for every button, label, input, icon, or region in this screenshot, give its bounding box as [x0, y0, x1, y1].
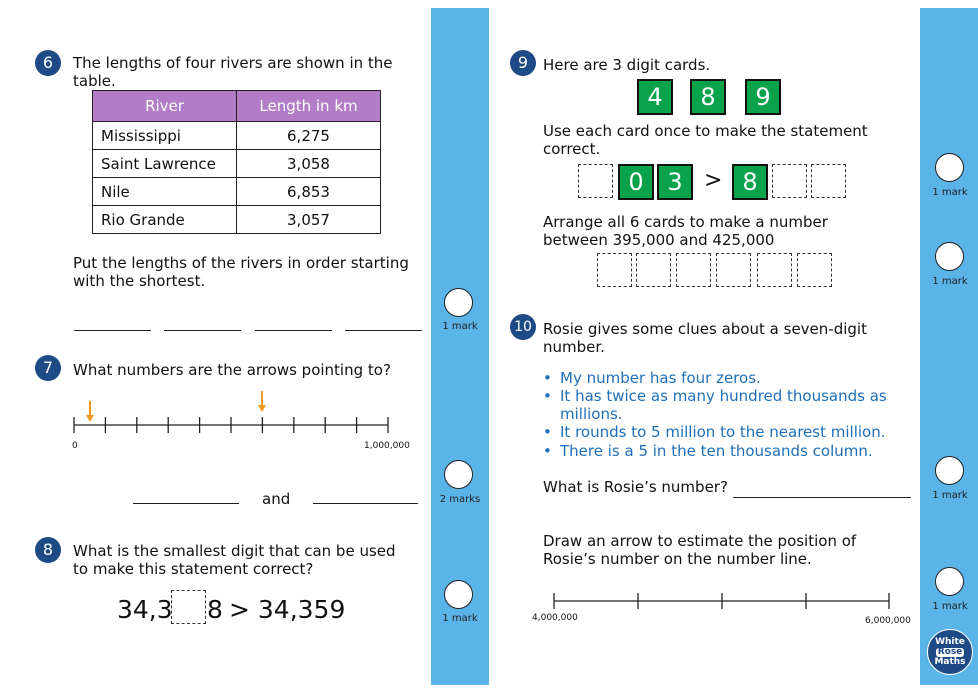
q7-axis-start: 0 — [72, 441, 78, 451]
clue-text: It has twice as many hundred thousands as millions. — [560, 387, 887, 423]
q8-mark-circle[interactable] — [444, 580, 473, 609]
statement-box-empty-3[interactable] — [811, 164, 846, 198]
q10-axis-start: 4,000,000 — [532, 613, 578, 623]
q9a-mark-label: 1 mark — [932, 187, 968, 198]
table-row — [93, 206, 381, 234]
q8-right-part: > 34,359 — [229, 595, 346, 624]
river-length: 6,853 — [237, 178, 381, 206]
q8-left-part-b: 8 — [207, 595, 223, 624]
q10a-mark-circle[interactable] — [935, 456, 964, 485]
arrow-1 — [86, 401, 94, 422]
table-row — [93, 150, 381, 178]
clue-text: It rounds to 5 million to the nearest million. — [560, 423, 886, 441]
table-row — [93, 178, 381, 206]
q7-axis-end: 1,000,000 — [364, 441, 410, 451]
river-name: Rio Grande — [93, 206, 237, 234]
statement-box-empty-2[interactable] — [772, 164, 807, 198]
clue-text: My number has four zeros. — [560, 369, 761, 387]
logo-word-3: Maths — [934, 656, 966, 667]
six-card-box-6[interactable] — [797, 253, 832, 287]
clue-item: • It rounds to 5 million to the nearest million. — [543, 423, 903, 441]
q7-mark-circle[interactable] — [444, 460, 473, 489]
q9b-mark-label: 1 mark — [932, 276, 968, 287]
answer-line-3[interactable] — [255, 330, 332, 331]
river-name: Saint Lawrence — [93, 150, 237, 178]
digit-card-8: 8 — [690, 79, 726, 115]
q7-mark-label: 2 marks — [439, 494, 481, 505]
q8-left-part-a: 34,3 — [117, 595, 173, 624]
question-number-10: 10 — [510, 314, 536, 340]
q10-instruction: Draw an arrow to estimate the position of Rosie’s number on the number line. — [543, 532, 857, 568]
q6-instruction: Put the lengths of the rivers in order starting with the shortest. — [73, 254, 409, 290]
question-number-6: 6 — [35, 50, 61, 76]
q8-digit-box[interactable] — [171, 590, 206, 624]
q6-mark-label: 1 mark — [442, 321, 478, 332]
q8-text: What is the smallest digit that can be used to make this statement correct? — [73, 542, 396, 578]
rivers-table — [92, 90, 381, 234]
q10b-mark-label: 1 mark — [932, 601, 968, 612]
q9b-mark-circle[interactable] — [935, 242, 964, 271]
statement-card-8: 8 — [732, 164, 768, 200]
clue-item: • My number has four zeros. — [543, 369, 761, 387]
river-length: 6,275 — [237, 122, 381, 150]
q9-instruction-2: Arrange all 6 cards to make a number between 395,000 and 425,000 — [543, 213, 828, 249]
statement-box-empty-1[interactable] — [578, 164, 613, 198]
q6-mark-circle[interactable] — [444, 288, 473, 317]
river-length: 3,058 — [237, 150, 381, 178]
q10-number-line[interactable] — [540, 588, 910, 613]
six-card-box-1[interactable] — [597, 253, 632, 287]
question-number-9: 9 — [510, 50, 536, 76]
q10-question: What is Rosie’s number? — [543, 478, 728, 496]
logo-word-1: White — [935, 636, 965, 647]
table-header-river: River — [93, 91, 237, 122]
q10b-mark-circle[interactable] — [935, 567, 964, 596]
answer-line-1[interactable] — [74, 330, 151, 331]
question-number-7: 7 — [35, 355, 61, 381]
table-row — [93, 122, 381, 150]
digit-card-9: 9 — [745, 79, 781, 115]
clue-text: There is a 5 in the ten thousands column. — [560, 442, 873, 460]
clue-item: • It has twice as many hundred thousands as millions. — [543, 387, 903, 423]
q10-text: Rosie gives some clues about a seven-digit number. — [543, 320, 867, 356]
white-rose-maths-logo — [927, 629, 973, 675]
digit-card-4: 4 — [637, 79, 673, 115]
q6-text: The lengths of four rivers are shown in the table. — [73, 54, 393, 90]
q10a-mark-label: 1 mark — [932, 490, 968, 501]
table-header-length: Length in km — [237, 91, 381, 122]
q9-instruction-1: Use each card once to make the statement correct. — [543, 122, 868, 158]
q9-text: Here are 3 digit cards. — [543, 56, 711, 74]
q9a-mark-circle[interactable] — [935, 153, 964, 182]
answer-line-4[interactable] — [345, 330, 422, 331]
q10-axis-end: 6,000,000 — [865, 616, 911, 626]
q7-text: What numbers are the arrows pointing to? — [73, 361, 391, 379]
river-name: Mississippi — [93, 122, 237, 150]
q7-and: and — [262, 490, 291, 508]
rivers-table-wrap — [92, 90, 381, 234]
q7-answer-line-2[interactable] — [313, 503, 418, 504]
q9-greater-than: > — [704, 168, 723, 193]
q8-mark-label: 1 mark — [442, 613, 478, 624]
statement-card-0: 0 — [618, 164, 654, 200]
question-number-8: 8 — [35, 537, 61, 563]
six-card-box-2[interactable] — [636, 253, 671, 287]
q10-answer-line[interactable] — [733, 497, 911, 498]
six-card-box-4[interactable] — [716, 253, 751, 287]
q7-answer-line-1[interactable] — [133, 503, 239, 504]
clue-item: • There is a 5 in the ten thousands column. — [543, 442, 903, 460]
answer-line-2[interactable] — [164, 330, 241, 331]
river-length: 3,057 — [237, 206, 381, 234]
logo-word-2: Rose — [937, 646, 963, 657]
six-card-box-5[interactable] — [757, 253, 792, 287]
arrow-2 — [258, 391, 266, 412]
river-name: Nile — [93, 178, 237, 206]
q7-number-line — [60, 385, 410, 440]
six-card-box-3[interactable] — [676, 253, 711, 287]
statement-card-3: 3 — [657, 164, 693, 200]
